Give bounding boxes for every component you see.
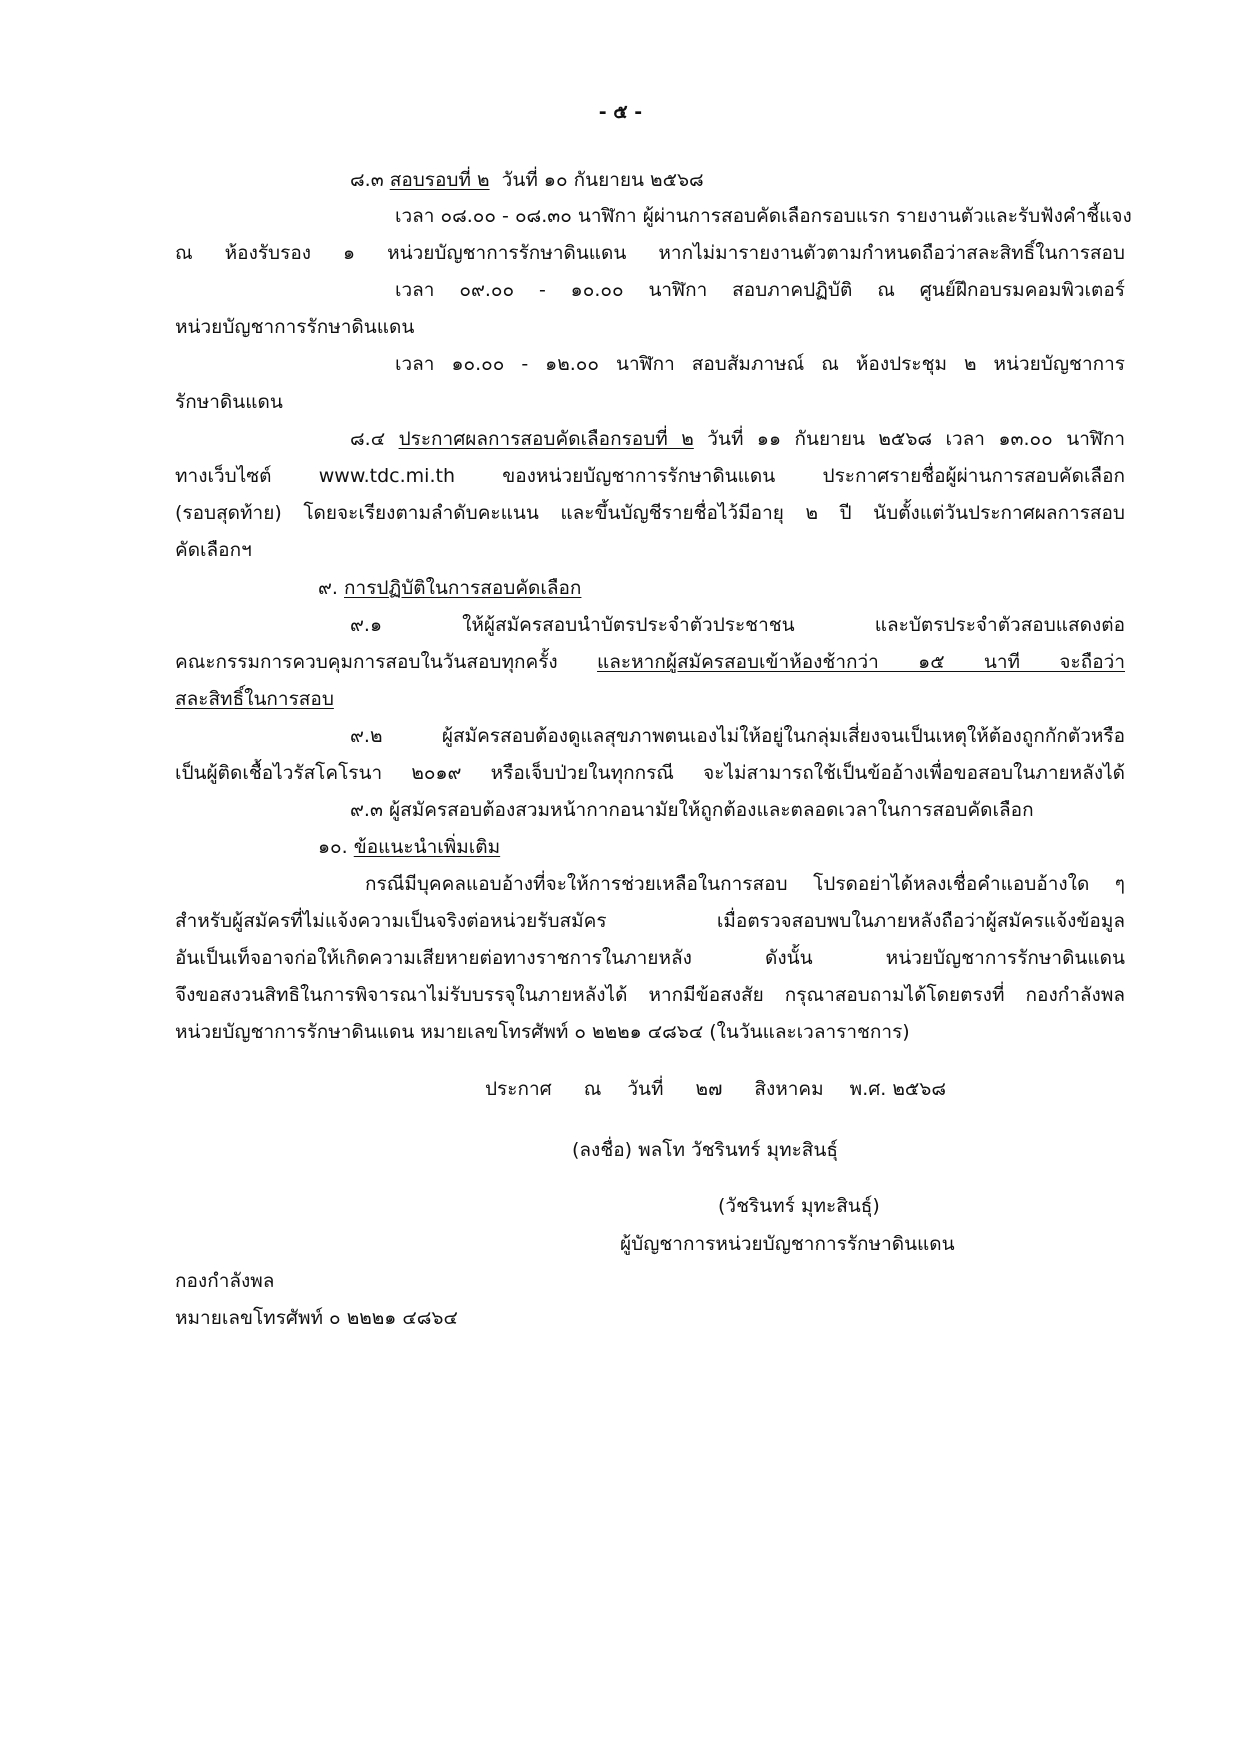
rule-9-1-line-1: ๙.๑ ให้ผู้สมัครสอบนำบัตรประจำตัวประชาชน และบัตรประจำตัวสอบแสดงต่อ xyxy=(350,614,1125,636)
section-8-4-number: ๘.๔ xyxy=(350,428,386,450)
section-10-line-4: จึงขอสงวนสิทธิในการพิจารณาไม่รับบรรจุในภายหลังได้ หากมีข้อสงสัย กรุณาสอบถามได้โดยตรงที่ กองกำลังพล xyxy=(175,984,1125,1006)
section-8-4-line-4: คัดเลือกฯ xyxy=(175,539,252,561)
schedule-3-line-1: เวลา ๑๐.๐๐ - ๑๒.๐๐ นาฬิกา สอบสัมภาษณ์ ณ ห้องประชุม ๒ หน่วยบัญชาการ xyxy=(395,353,1125,375)
announcement-date-label: วันที่ xyxy=(627,1078,664,1100)
announcement-year: พ.ศ. ๒๕๖๘ xyxy=(849,1078,946,1100)
section-8-3-date: วันที่ ๑๐ กันยายน ๒๕๖๘ xyxy=(501,169,704,191)
section-9-number: ๙. xyxy=(318,577,338,599)
section-10-number: ๑๐. xyxy=(318,836,348,858)
section-8-3-number: ๘.๓ xyxy=(350,169,384,191)
signature-name: (วัชรินทร์ มุทะสินธุ์) xyxy=(718,1195,880,1217)
section-9-heading xyxy=(318,574,1241,602)
announcement-month: สิงหาคม xyxy=(754,1078,824,1100)
rule-9-1-line-3 xyxy=(175,685,1125,713)
announcement-word: ประกาศ xyxy=(485,1078,552,1100)
rule-9-1-line-2 xyxy=(175,648,1125,676)
footer-department: กองกำลังพล xyxy=(175,1270,275,1292)
rule-9-1-warning-end: สละสิทธิ์ในการสอบ xyxy=(175,688,334,710)
footer-phone: หมายเลขโทรศัพท์ ๐ ๒๒๒๑ ๔๘๖๔ xyxy=(175,1307,458,1329)
schedule-2-line-1: เวลา ๐๙.๐๐ - ๑๐.๐๐ นาฬิกา สอบภาคปฏิบัติ ณ ศูนย์ฝึกอบรมคอมพิวเตอร์ xyxy=(395,279,1125,301)
rule-9-2-line-1: ๙.๒ ผู้สมัครสอบต้องดูแลสุขภาพตนเองไม่ให้อยู่ในกลุ่มเสี่ยงจนเป็นเหตุให้ต้องถูกกักตัวหรือ xyxy=(350,725,1125,747)
section-8-4-line-3: (รอบสุดท้าย) โดยจะเรียงตามลำดับคะแนน และขึ้นบัญชีรายชื่อไว้มีอายุ ๒ ปี นับตั้งแต่วันประกาศผลการสอบ xyxy=(175,502,1125,524)
schedule-3-line-2: รักษาดินแดน xyxy=(175,391,283,413)
page-number: - ๕ - xyxy=(598,101,643,123)
schedule-1-line-2: ณ ห้องรับรอง ๑ หน่วยบัญชาการรักษาดินแดน หากไม่มารายงานตัวตามกำหนดถือว่าสละสิทธิ์ในการสอบ xyxy=(175,242,1125,264)
schedule-2-line-2: หน่วยบัญชาการรักษาดินแดน xyxy=(175,316,415,338)
announcement-day: ๒๗ xyxy=(695,1078,723,1100)
section-10-line-3: อันเป็นเท็จอาจก่อให้เกิดความเสียหายต่อทางราชการในภายหลัง ดังนั้น หน่วยบัญชาการรักษาดินแดน xyxy=(175,947,1125,969)
section-8-3-heading xyxy=(350,166,1241,194)
schedule-1-line-1: เวลา ๐๘.๐๐ - ๐๘.๓๐ นาฬิกา ผู้ผ่านการสอบคัดเลือกรอบแรก รายงานตัวและรับฟังคำชี้แจง xyxy=(395,205,1132,227)
signature-position: ผู้บัญชาการหน่วยบัญชาการรักษาดินแดน xyxy=(620,1233,955,1255)
announcement-line xyxy=(485,1075,946,1103)
signature-signed-line: (ลงชื่อ) พลโท วัชรินทร์ มุทะสินธุ์ xyxy=(572,1139,838,1161)
rule-9-3-line-1: ๙.๓ ผู้สมัครสอบต้องสวมหน้ากากอนามัยให้ถูกต้องและตลอดเวลาในการสอบคัดเลือก xyxy=(350,799,1034,821)
section-9-title: การปฏิบัติในการสอบคัดเลือก xyxy=(344,577,582,599)
section-8-3-title: สอบรอบที่ ๒ xyxy=(389,169,490,191)
rule-9-2-line-2: เป็นผู้ติดเชื้อไวรัสโคโรนา ๒๐๑๙ หรือเจ็บป่วยในทุกกรณี จะไม่สามารถใช้เป็นข้ออ้างเพื่อขอสอบในภายหลังได้ xyxy=(175,762,1125,784)
section-10-line-1: กรณีมีบุคคลแอบอ้างที่จะให้การช่วยเหลือในการสอบ โปรดอย่าได้หลงเชื่อคำแอบอ้างใด ๆ xyxy=(365,873,1125,895)
section-10-heading xyxy=(318,833,1241,861)
section-8-4-datetime: วันที่ ๑๑ กันยายน ๒๕๖๘ เวลา ๑๓.๐๐ นาฬิกา xyxy=(707,428,1126,450)
section-8-4-title: ประกาศผลการสอบคัดเลือกรอบที่ ๒ xyxy=(398,428,694,450)
section-10-line-2: สำหรับผู้สมัครที่ไม่แจ้งความเป็นจริงต่อหน่วยรับสมัคร เมื่อตรวจสอบพบในภายหลังถือว่าผู้สมัครแจ้งข้อมูล xyxy=(175,910,1125,932)
rule-9-1-plain: คณะกรรมการควบคุมการสอบในวันสอบทุกครั้ง xyxy=(175,651,558,673)
section-10-title: ข้อแนะนำเพิ่มเติม xyxy=(353,836,501,858)
section-10-line-5: หน่วยบัญชาการรักษาดินแดน หมายเลขโทรศัพท์ ๐ ๒๒๒๑ ๔๘๖๔ (ในวันและเวลาราชการ) xyxy=(175,1021,910,1043)
rule-9-1-warning: และหากผู้สมัครสอบเข้าห้องช้ากว่า ๑๕ นาที จะถือว่า xyxy=(597,651,1125,673)
section-8-4-line-1 xyxy=(350,425,1125,453)
announcement-at: ณ xyxy=(583,1078,602,1100)
section-8-4-line-2: ทางเว็บไซต์ www.tdc.mi.th ของหน่วยบัญชาการรักษาดินแดน ประกาศรายชื่อผู้ผ่านการสอบคัดเลือก xyxy=(175,465,1125,487)
